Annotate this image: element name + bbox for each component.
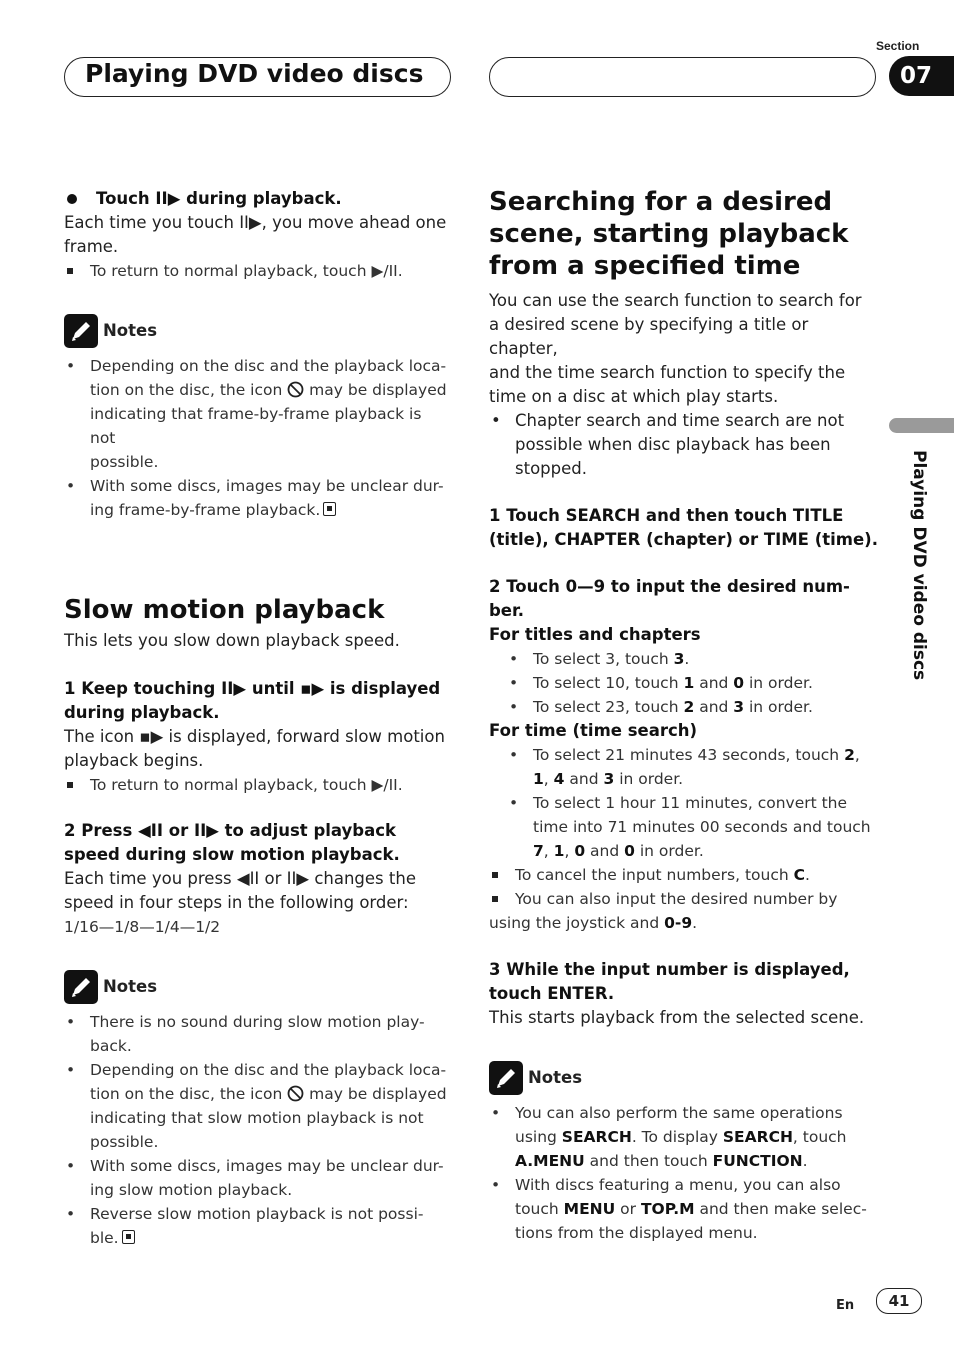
page-number: 41 [876,1288,922,1314]
touch-return: To return to normal playback, touch ▶/ⅠⅠ. [64,259,449,283]
square-bullet-icon [67,782,73,788]
note-item: • With some discs, images may be unclear dur- ing frame-by-frame playback. [64,474,449,522]
list-item: • To select 10, touch 1 and 0 in order. [507,671,879,695]
section-number: 07 [889,56,954,96]
header-blank-frame [489,57,876,97]
cancel-note: To cancel the input numbers, touch C. [489,863,879,887]
end-mark-icon [122,1230,135,1244]
slow-step2-order: 1/16—1/8—1/4—1/2 [64,918,221,936]
notes-heading: Notes [489,1061,879,1095]
titles-subheading: For titles and chapters [489,625,701,644]
slow-step2-desc: Each time you press ◀ⅠⅠ or ⅠⅠ▶ changes the speed in four steps in the following order: [64,869,416,912]
left-column [64,187,449,1250]
search-step3-desc: This starts playback from the selected scene. [489,1008,865,1027]
touch-desc: Each time you touch ⅠⅠ▶, you move ahead one frame. [64,213,447,256]
right-column [489,186,879,1245]
touch-step: Touch ⅠⅠ▶ during playback. [64,187,449,211]
search-intro: You can use the search function to search for a desired scene by specifying a title or chapter, and the time search function to specify the time on a disc at which play starts. [489,291,862,406]
side-tab-marker [889,418,954,433]
prohibited-icon [287,1085,304,1102]
list-item: • To select 1 hour 11 minutes, convert the time into 71 minutes 00 seconds and touch 7, 1, 0 and 0 in order. [507,791,879,863]
prohibited-icon [287,381,304,398]
notes-pencil-icon [489,1061,523,1095]
slow-step2: 2 Press ◀ⅠⅠ or ⅠⅠ▶ to adjust playback speed during slow motion playback. [64,821,400,864]
note-item: • You can also perform the same operations using SEARCH. To display SEARCH, touch A.MENU and then touch FUNCTION. [489,1101,879,1173]
section-label: Section [876,39,920,53]
notes-pencil-icon [64,970,98,1004]
search-step2: 2 Touch 0—9 to input the desired num- ber. [489,577,850,620]
joystick-note-cont: using the joystick and 0-9. [489,914,698,932]
intro-bullet: • Chapter search and time search are not possible when disc playback has been stopped. [489,409,879,481]
slow-heading: Slow motion playback [64,595,385,625]
note-item: • Depending on the disc and the playback loca- tion on the disc, the icon may be displayed indicating that slow motion playback is not possible. [64,1058,449,1154]
note-item: • Depending on the disc and the playback loca- tion on the disc, the icon may be displayed indicating that frame-by-frame playback is not possible. [64,354,449,474]
bullet-dot-icon [67,194,77,204]
note-item: • With some discs, images may be unclear dur- ing slow motion playback. [64,1154,449,1202]
note-item: • Reverse slow motion playback is not possi- ble. [64,1202,449,1250]
joystick-note: You can also input the desired number by [489,887,879,911]
slow-step1-return: To return to normal playback, touch ▶/ⅠⅠ. [64,773,449,797]
slow-step1-desc: The icon ▪▶ is displayed, forward slow motion playback begins. [64,727,445,770]
end-mark-icon [323,502,336,516]
square-bullet-icon [492,872,498,878]
page-title: Playing DVD video discs [85,59,424,88]
notes-heading: Notes [64,314,449,348]
slow-step1: 1 Keep touching ⅠⅠ▶ until ▪▶ is displayed during playback. [64,679,441,722]
side-label: Playing DVD video discs [909,450,929,681]
note-item: • There is no sound during slow motion play- back. [64,1010,449,1058]
search-heading: Searching for a desired scene, starting playback from a specified time [489,187,849,281]
notes-pencil-icon [64,314,98,348]
list-item: • To select 21 minutes 43 seconds, touch 2, 1, 4 and 3 in order. [507,743,879,791]
language-label: En [836,1298,855,1313]
search-step1: 1 Touch SEARCH and then touch TITLE (title), CHAPTER (chapter) or TIME (time). [489,506,878,549]
search-step3: 3 While the input number is displayed, touch ENTER. [489,960,850,1003]
slow-intro: This lets you slow down playback speed. [64,631,400,650]
time-subheading: For time (time search) [489,721,698,740]
square-bullet-icon [492,896,498,902]
list-item: • To select 23, touch 2 and 3 in order. [507,695,879,719]
square-bullet-icon [67,268,73,274]
list-item: • To select 3, touch 3. [507,647,879,671]
notes-heading: Notes [64,970,449,1004]
note-item: • With discs featuring a menu, you can also touch MENU or TOP.M and then make selec- tions from the displayed menu. [489,1173,879,1245]
